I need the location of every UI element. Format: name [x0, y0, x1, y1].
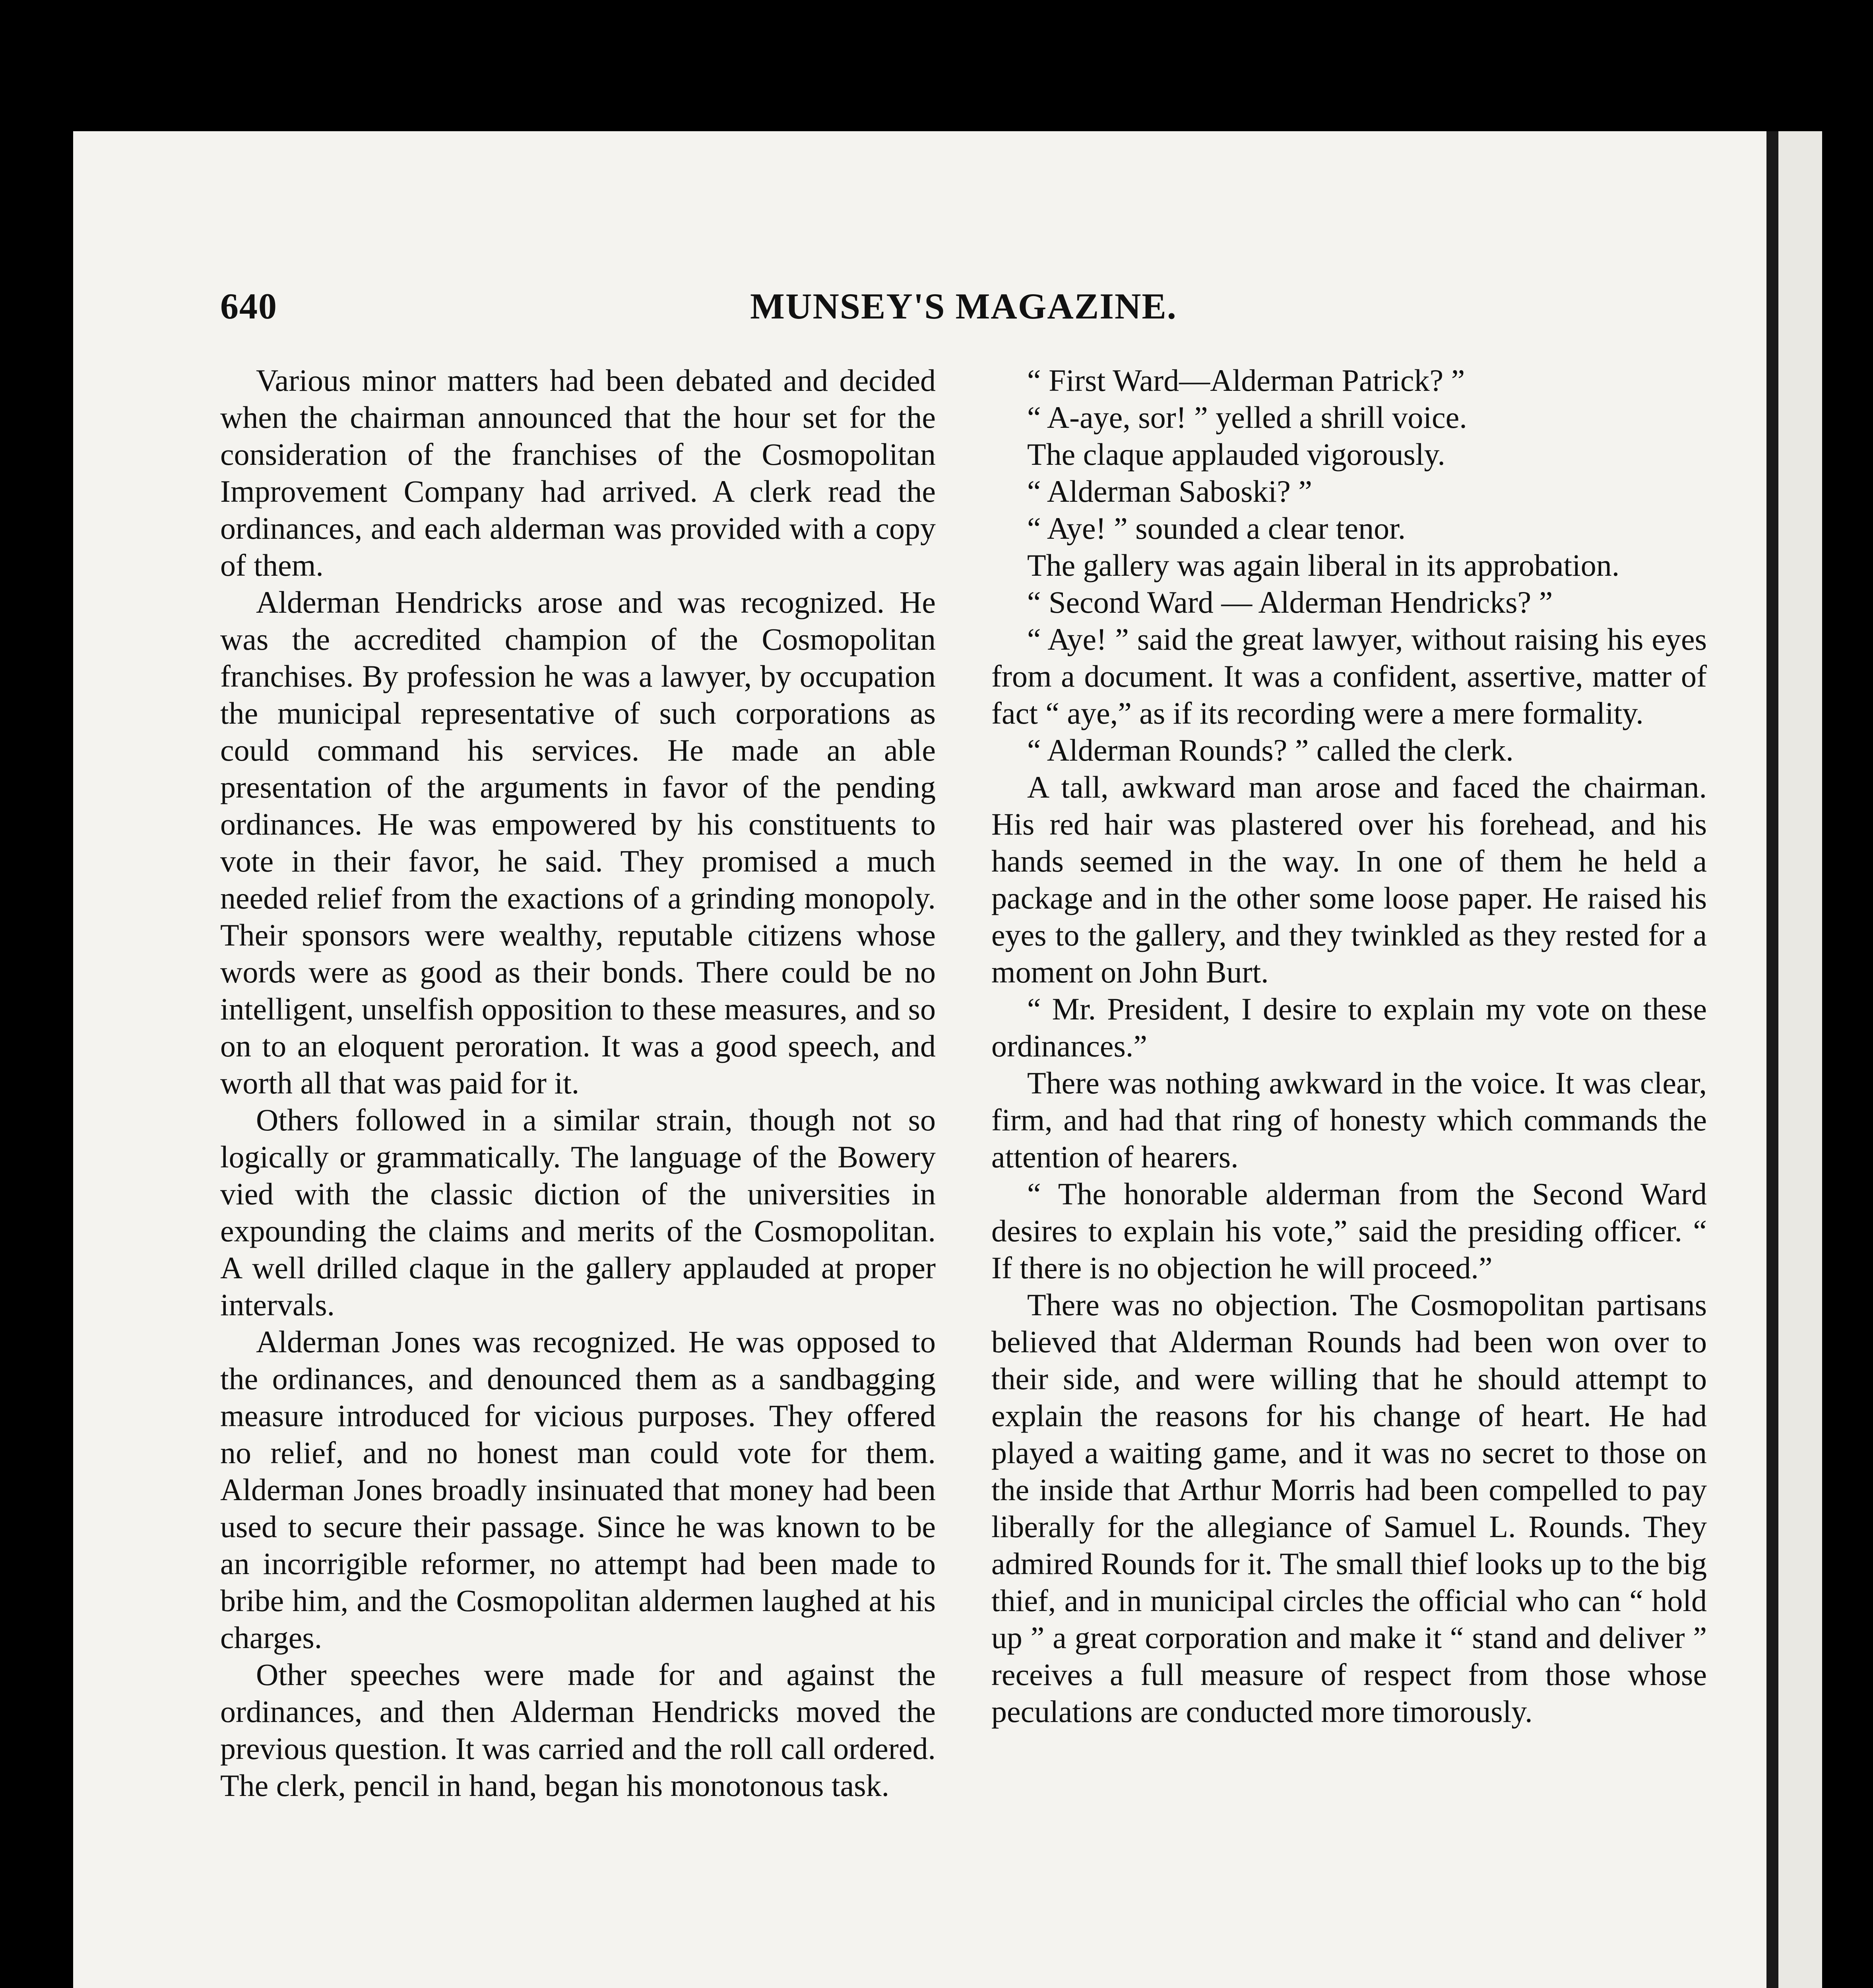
paragraph: “ Mr. President, I desire to explain my vote on these ordinances.”: [991, 992, 1707, 1063]
page-number: 640: [220, 286, 277, 326]
magazine-title: MUNSEY'S MAGAZINE.: [750, 286, 1177, 326]
paragraph: Others followed in a similar strain, though not so logically or grammatically. The language of the Bowery vied with the classic diction of the universities in expounding the claims and merits of the Cosmopolitan. A well drilled claque in the gallery applauded at proper intervals.: [220, 1103, 936, 1322]
paragraph: The gallery was again liberal in its approbation.: [1027, 548, 1620, 582]
paragraph: Other speeches were made for and against the ordinances, and then Alderman Hendricks moved the previous question. It was carried and the roll call ordered. The clerk, pencil in hand, began his monotonous task.: [220, 1657, 936, 1803]
paragraph: A tall, awkward man arose and faced the chairman. His red hair was plastered over his forehead, and his hands seemed in the way. In one of them he held a package and in the other some loose paper. He raised his eyes to the gallery, and they twinkled as they rested for a moment on John Burt.: [991, 770, 1707, 989]
paragraph: There was nothing awkward in the voice. It was clear, firm, and had that ring of honesty which commands the attention of hearers.: [991, 1066, 1707, 1174]
paragraph: “ Second Ward — Alderman Hendricks? ”: [1027, 585, 1553, 619]
magazine-page: [73, 131, 1822, 1988]
article-body: [220, 362, 1707, 1988]
right-column: [991, 362, 1707, 1988]
paragraph: Various minor matters had been debated and decided when the chairman announced that the hour set for the consideration of the franchises of the Cosmopolitan Improvement Company had arrived. A clerk read the ordinances, and each alderman was provided with a copy of them.: [220, 363, 936, 582]
paragraph: Alderman Hendricks arose and was recognized. He was the accredited champion of the Cosmopolitan franchises. By profession he was a lawyer, by occupation the municipal representative of such corporations as could command his services. He made an able presentation of the arguments in favor of the pending ordinances. He was empowered by his constituents to vote in their favor, he said. They promised a much needed relief from the exactions of a grinding monopoly. Their sponsors were wealthy, reputable citizens whose words were as good as their bonds. There could be no intelligent, unselfish opposition to these measures, and so on to an eloquent peroration. It was a good speech, and worth all that was paid for it.: [220, 585, 936, 1100]
paragraph: Alderman Jones was recognized. He was opposed to the ordinances, and denounced them as a sandbagging measure introduced for vicious purposes. They offered no relief, and no honest man could vote for them. Alderman Jones broadly insinuated that money had been used to secure their passage. Since he was known to be an incorrigible reformer, no attempt had been made to bribe him, and the Cosmopolitan aldermen laughed at his charges.: [220, 1324, 936, 1655]
page-edge: [1766, 131, 1822, 1988]
paragraph: The claque applauded vigorously.: [1027, 437, 1445, 472]
left-column: [220, 362, 936, 1988]
paragraph: “ Aye! ” said the great lawyer, without raising his eyes from a document. It was a confident, assertive, matter of fact “ aye,” as if its recording were a mere formality.: [991, 622, 1707, 730]
paragraph: “ First Ward—Alderman Patrick? ”: [1027, 363, 1465, 398]
paragraph: “ The honorable alderman from the Second Ward desires to explain his vote,” said the presiding officer. “ If there is no objection he will proceed.”: [991, 1176, 1707, 1285]
paragraph: “ Alderman Saboski? ”: [1027, 474, 1312, 509]
running-head: [220, 282, 1707, 330]
paragraph: “ A-aye, sor! ” yelled a shrill voice.: [1027, 400, 1467, 435]
paragraph: “ Aye! ” sounded a clear tenor.: [1027, 511, 1406, 546]
paragraph: There was no objection. The Cosmopolitan partisans believed that Alderman Rounds had been won over to their side, and were willing that he should attempt to explain the reasons for his change of heart. He had played a waiting game, and it was no secret to those on the inside that Arthur Morris had been compelled to pay liberally for the allegiance of Samuel L. Rounds. They admired Rounds for it. The small thief looks up to the big thief, and in municipal circles the official who can “ hold up ” a great corporation and make it “ stand and deliver ” receives a full measure of respect from those whose peculations are conducted more timorously.: [991, 1287, 1707, 1729]
paragraph: “ Alderman Rounds? ” called the clerk.: [1027, 733, 1514, 767]
